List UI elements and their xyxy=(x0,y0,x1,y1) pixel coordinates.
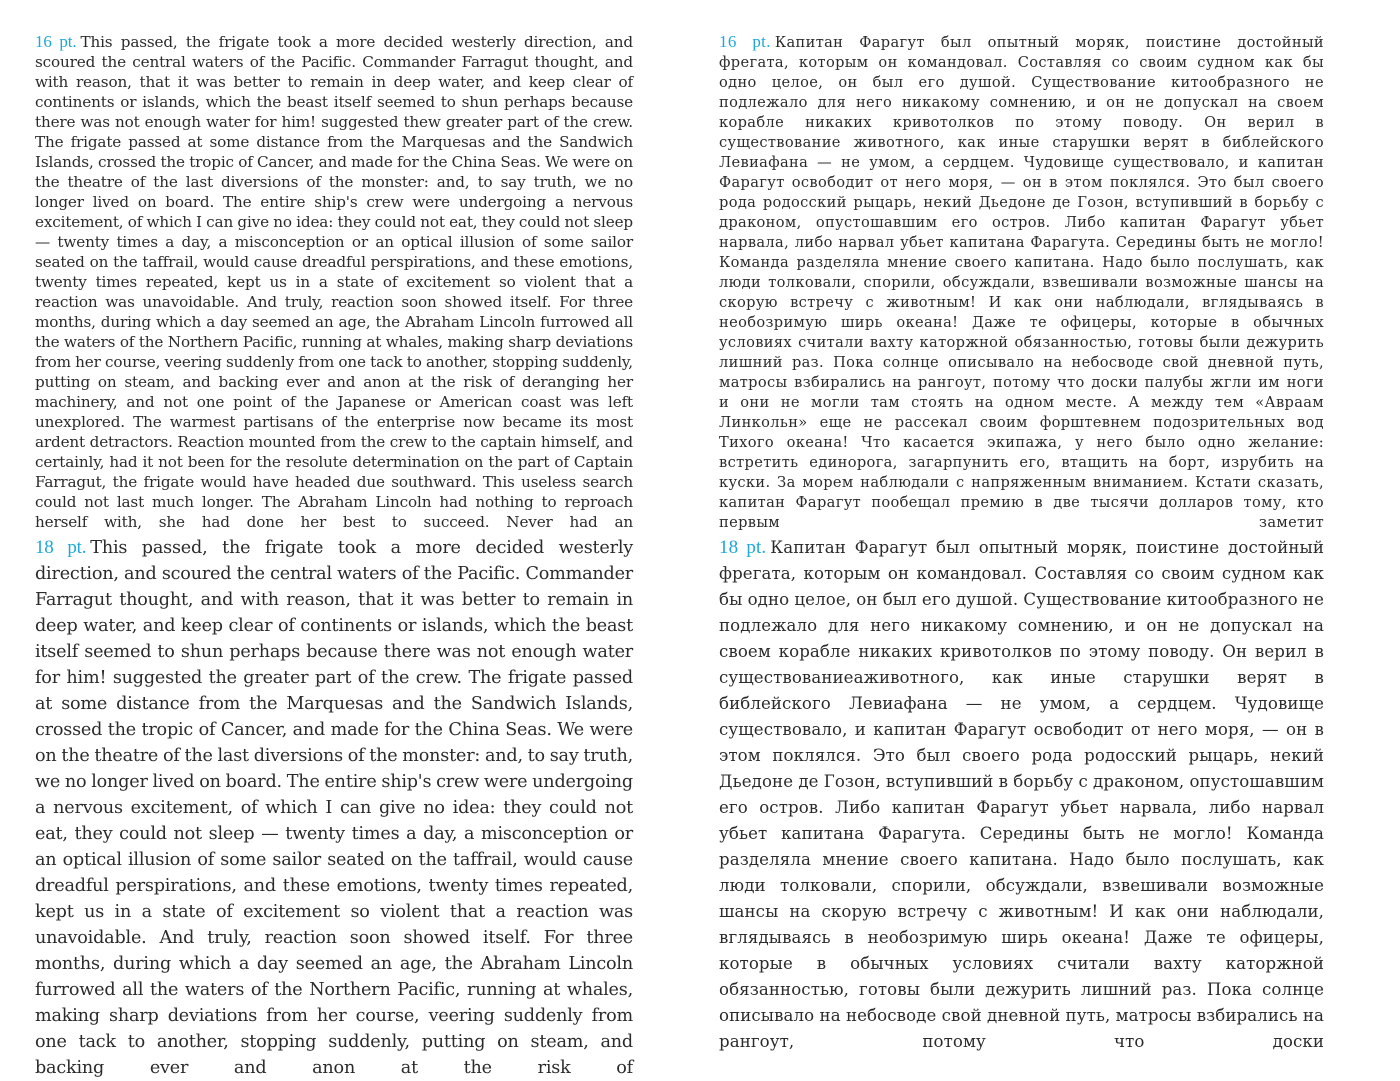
english-18pt-text: This passed, the frigate took a more decided westerly direction, and scoured the central waters of the Pacific. Commander Farragut thought, and with reason, that it was better to remain in deep water, and keep clear of continents or islands, which the beast itself seemed to shun perhaps because there was not enough water for him! suggested the greater part of the crew. The frigate passed at some distance from the Marquesas and the Sandwich Islands, crossed the tropic of Cancer, and made for the China Seas. We were on the theatre of the last diversions of the monster: and, to say truth, we no longer lived on board. The entire ship's crew were undergoing a nervous excitement, of which I can give no idea: they could not eat, they could not sleep — twenty times a day, a misconception or an optical illusion of some sailor seated on the taffrail, would cause dreadful perspirations, and these emotions, twenty times repeated, kept us in a state of excitement so violent that a reaction was unavoidable. And truly, reaction soon showed itself. For three months, during which a day seemed an age, the Abraham Lincoln furrowed all the waters of the Northern Pacific, running at whales, making sharp deviations from her course, veering suddenly from one tack to another, stopping suddenly, putting on steam, and backing ever and anon at the risk of xyxy=(35,538,633,1078)
russian-18pt-text: Капитан Фарагут был опытный моряк, поистине достойный фрегата, которым он командовал. Составляя со своим судном как бы одно целое, он был его душой. Существование китообразного не подлежало для него никакому сомнению, и он не допускал на своем корабле никаких кривотолков по этому поводу. Он верил в существованиеаживотного, как иные старушки верят в библейского Левиафана — не умом, а сердцем. Чудовище существовало, и капитан Фарагут освободит от него моря, — он в этом поклялся. Это был своего рода родосский рыцарь, некий Дьедоне де Гозон, вступивший в борьбу с драконом, опустошавшим его остров. Либо капитан Фарагут убьет нарвала, либо нарвал убьет капитана Фарагута. Середины быть не могло! Команда разделяла мнение своего капитана. Надо было послушать, как люди толковали, спорили, обсуждали, взвешивали возможные шансы на скорую встречу с животным! И как они наблюдали, вглядываясь в необозримую ширь океана! Даже те офицеры, которые в обычных условиях считали вахту каторжной обязанностью, готовы были дежурить лишний раз. Пока солнце описывало на небосводе свой дневной путь, матросы взбирались на рангоут, потому что доски xyxy=(719,538,1325,1051)
font-size-label-16pt-ru: 16 pt. xyxy=(719,32,771,51)
font-size-label-18pt-ru: 18 pt. xyxy=(719,537,767,558)
russian-18pt-paragraph xyxy=(719,535,1325,1051)
english-16pt-text: This passed, the frigate took a more decided westerly direction, and scoured the central waters of the Pacific. Commander Farragut thought, and with reason, that it was better to remain in deep water, and keep clear of continents or islands, which the beast itself seemed to shun perhaps because there was not enough water for him! suggested thew greater part of the crew. The frigate passed at some distance from the Marquesas and the Sandwich Islands, crossed the tropic of Cancer, and made for the China Seas. We were on the theatre of the last diversions of the monster: and, to say truth, we no longer lived on board. The entire ship's crew were undergoing a nervous excitement, of which I can give no idea: they could not eat, they could not sleep — twenty times a day, a misconception or an optical illusion of some sailor seated on the taffrail, would cause dreadful perspirations, and these emotions, twenty times repeated, kept us in a state of excitement so violent that a reaction was unavoidable. And truly, reaction soon showed itself. For three months, during which a day seemed an age, the Abraham Lincoln furrowed all the waters of the Northern Pacific, running at whales, making sharp deviations from her course, veering suddenly from one tack to another, stopping suddenly, putting on steam, and backing ever and anon at the risk of deranging her machinery, and not one point of the Japanese or American coast was left unexplored. The warmest partisans of the enterprise now became its most ardent detractors. Reaction mounted from the crew to the captain himself, and certainly, had it not been for the resolute determination on the part of Captain Farragut, the frigate would have headed due southward. This useless search could not last much longer. The Abraham Lincoln had nothing to reproach herself with, she had done her best to succeed. Never had an xyxy=(35,33,633,531)
russian-16pt-paragraph xyxy=(719,32,1324,531)
font-size-label-16pt: 16 pt. xyxy=(35,32,77,51)
font-size-label-18pt: 18 pt. xyxy=(35,537,87,558)
english-16pt-paragraph xyxy=(35,32,633,531)
english-18pt-paragraph xyxy=(35,535,633,1078)
russian-16pt-text: Капитан Фарагут был опытный моряк, поистине достойный фрегата, которым он командовал. Составляя со своим судном как бы одно целое, он был его душой. Существование китообразного не подлежало для него никакому сомнению, и он не допускал на своем корабле никаких кривотолков по этому поводу. Он верил в существование животного, как иные старушки верят в библейского Левиафана — не умом, а сердцем. Чудовище существовало, и капитан Фарагут освободит от него моря, — он в этом поклялся. Это был своего рода родосский рыцарь, некий Дьедоне де Гозон, вступивший в борьбу с драконом, опустошавшим его остров. Либо капитан Фарагут убьет нарвала, либо нарвал убьет капитана Фарагута. Середины быть не могло! Команда разделяла мнение своего капитана. Надо было послушать, как люди толковали, спорили, обсуждали, взвешивали возможные шансы на скорую встречу с животным! И как они наблюдали, вглядываясь в необозримую ширь океана! Даже те офицеры, которые в обычных условиях считали вахту каторжной обязанностью, готовы были дежурить лишний раз. Пока солнце описывало на небосводе свой дневной путь, матросы взбирались на рангоут, потому что доски палубы жгли им ноги и они не могли там стоять на одном месте. А между тем «Авраам Линкольн» еще не рассекал своим форштевнем подозрительных вод Тихого океана! Что касается экипажа, у него было одно желание: встретить единорога, загарпунить его, втащить на борт, изрубить на куски. За морем наблюдали с напряженным вниманием. Кстати сказать, капитан Фарагут пообещал премию в две тысячи долларов тому, кто первым заметит xyxy=(719,34,1324,531)
